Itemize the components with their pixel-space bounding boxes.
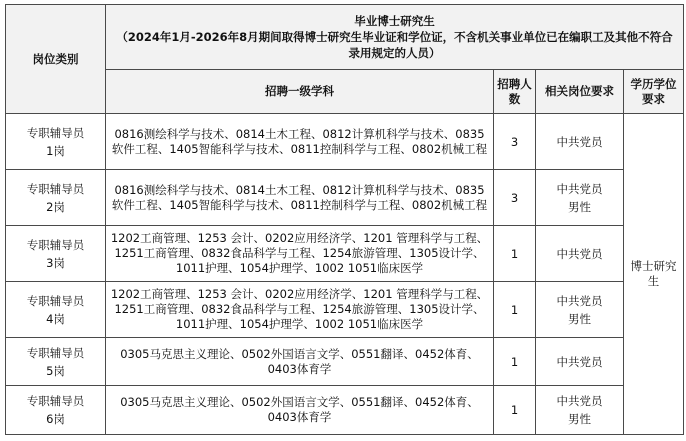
table-row bbox=[6, 338, 684, 386]
header-requirement: 相关岗位要求 bbox=[536, 70, 624, 114]
row-subjects: 0305马克思主义理论、0502外国语言文学、0551翻译、0452体育、0403体育学 bbox=[106, 338, 494, 386]
row-requirements: 中共党员 bbox=[536, 226, 624, 282]
row-count: 1 bbox=[494, 338, 536, 386]
header-count: 招聘人数 bbox=[494, 70, 536, 114]
education-requirement: 博士研究生 bbox=[624, 114, 684, 435]
header-group-note: （2024年1月-2026年8月期间取得博士研究生毕业证和学位证，不含机关事业单位已在编职工及其他不符合录用规定的人员） bbox=[116, 30, 673, 60]
row-subjects: 0816测绘科学与技术、0814土木工程、0812计算机科学与技术、0835软件工程、1405智能科学与技术、0811控制科学与工程、0802机械工程 bbox=[106, 114, 494, 170]
header-education: 学历学位要求 bbox=[624, 70, 684, 114]
row-category: 专职辅导员 2岗 bbox=[6, 170, 106, 226]
header-group bbox=[106, 5, 684, 70]
row-count: 1 bbox=[494, 386, 536, 435]
row-count: 3 bbox=[494, 114, 536, 170]
row-requirements: 中共党员 男性 bbox=[536, 170, 624, 226]
row-requirements: 中共党员 bbox=[536, 114, 624, 170]
row-subjects: 0816测绘科学与技术、0814土木工程、0812计算机科学与技术、0835软件工程、1405智能科学与技术、0811控制科学与工程、0802机械工程 bbox=[106, 170, 494, 226]
recruitment-table bbox=[5, 4, 684, 435]
row-requirements: 中共党员 bbox=[536, 338, 624, 386]
row-requirements: 中共党员 男性 bbox=[536, 282, 624, 338]
row-category: 专职辅导员 4岗 bbox=[6, 282, 106, 338]
row-category: 专职辅导员 3岗 bbox=[6, 226, 106, 282]
row-requirements: 中共党员 男性 bbox=[536, 386, 624, 435]
row-category: 专职辅导员 5岗 bbox=[6, 338, 106, 386]
row-category: 专职辅导员 1岗 bbox=[6, 114, 106, 170]
row-category: 专职辅导员 6岗 bbox=[6, 386, 106, 435]
row-count: 1 bbox=[494, 282, 536, 338]
table-row bbox=[6, 386, 684, 435]
table-row bbox=[6, 282, 684, 338]
row-subjects: 1202工商管理、1253 会计、0202应用经济学、1201 管理科学与工程、1251工商管理、0832食品科学与工程、1254旅游管理、1305设计学、1011护理、1054护理学、1002 1051临床医学 bbox=[106, 226, 494, 282]
header-row-1 bbox=[6, 5, 684, 70]
header-row-2 bbox=[6, 70, 684, 114]
row-count: 1 bbox=[494, 226, 536, 282]
table-row bbox=[6, 226, 684, 282]
row-subjects: 1202工商管理、1253 会计、0202应用经济学、1201 管理科学与工程、1251工商管理、0832食品科学与工程、1254旅游管理、1305设计学、1011护理、1054护理学、1002 1051临床医学 bbox=[106, 282, 494, 338]
row-count: 3 bbox=[494, 170, 536, 226]
header-subject: 招聘一级学科 bbox=[106, 70, 494, 114]
row-subjects: 0305马克思主义理论、0502外国语言文学、0551翻译、0452体育、0403体育学 bbox=[106, 386, 494, 435]
header-group-title: 毕业博士研究生 bbox=[354, 14, 435, 28]
table-row bbox=[6, 114, 684, 170]
table-row bbox=[6, 170, 684, 226]
header-category: 岗位类别 bbox=[6, 5, 106, 114]
